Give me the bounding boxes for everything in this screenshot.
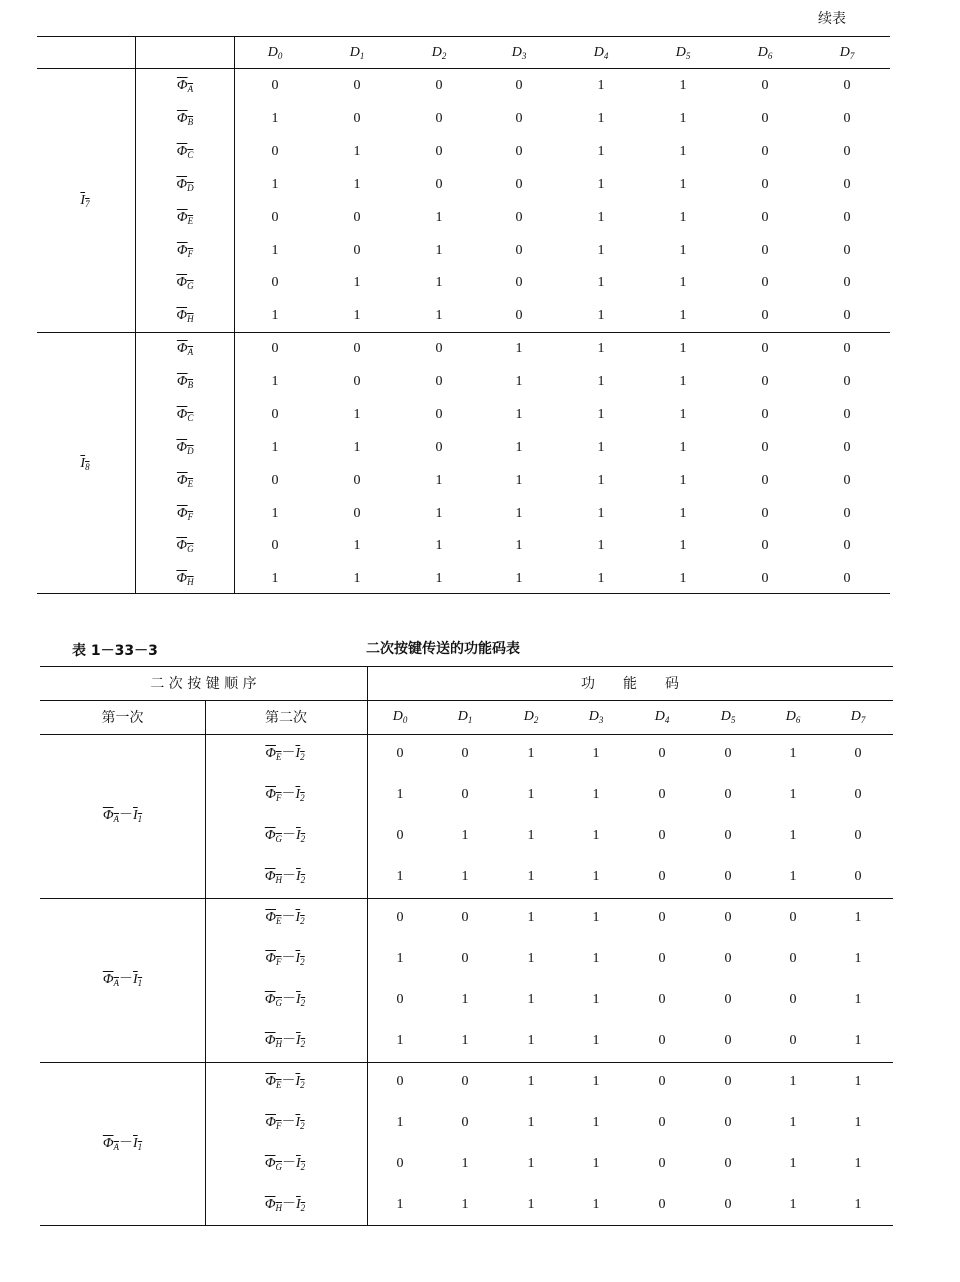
- table2-cell: 0: [396, 992, 404, 1007]
- table1-cell: 0: [515, 78, 523, 93]
- table2-second-key: $\Phi_F-I_2$: [265, 787, 305, 803]
- table2-cell: 1: [396, 787, 404, 802]
- table2-cell: 0: [658, 910, 666, 925]
- table1-cell: 0: [515, 275, 523, 291]
- table2-cell: 1: [789, 828, 797, 843]
- table1-phi-label: $\Phi_A$: [176, 78, 194, 94]
- table2-cell: 1: [789, 1115, 797, 1130]
- table1-cell: 0: [843, 78, 851, 93]
- table1-divider-2: [234, 36, 235, 593]
- table1-cell: 1: [679, 308, 687, 324]
- table2-second-key: $\Phi_G-I_2$: [264, 828, 306, 844]
- table2-cell: 1: [854, 1115, 862, 1130]
- table1-cell: 0: [761, 176, 769, 192]
- table1-phi-label: $\Phi_C$: [176, 406, 194, 423]
- table1-col-header: $D_1$: [349, 45, 365, 61]
- table2-cell: 1: [789, 1074, 797, 1089]
- table2-cell: 1: [527, 1074, 535, 1089]
- table2-cell: 0: [724, 787, 732, 802]
- table1-cell: 1: [597, 406, 605, 422]
- table1-cell: 1: [515, 505, 523, 521]
- table2-cell: 0: [658, 869, 666, 884]
- table2-second-key: $\Phi_F-I_2$: [265, 1115, 305, 1131]
- table1-cell: 1: [435, 538, 443, 554]
- table2-cell: 1: [854, 1074, 862, 1089]
- table1-cell: 1: [597, 505, 605, 521]
- table2-group-rule: [40, 898, 893, 899]
- table2-cell: 1: [461, 992, 469, 1007]
- table2-cell: 0: [461, 910, 469, 925]
- table2-first-key: $\Phi_A-I_1$: [102, 971, 143, 988]
- table1-cell: 0: [761, 439, 769, 455]
- table2-cell: 1: [592, 1074, 600, 1089]
- table2-cell: 1: [854, 1033, 862, 1048]
- table2-cell: 0: [396, 828, 404, 843]
- table2-number: 表 1－33－3: [72, 643, 158, 659]
- table1-cell: 1: [515, 439, 523, 455]
- table1-cell: 1: [597, 373, 605, 389]
- table1-cell: 0: [515, 176, 523, 192]
- table1-cell: 1: [515, 472, 523, 488]
- table1-cell: 0: [761, 406, 769, 422]
- table1-cell: 1: [597, 571, 605, 587]
- table2-first-key: $\Phi_A-I_1$: [102, 807, 143, 824]
- table2-cell: 1: [527, 1033, 535, 1048]
- table2-cell: 0: [396, 910, 404, 925]
- table1-cell: 0: [843, 373, 851, 389]
- table1-group-label: $I_8$: [80, 456, 90, 473]
- table2-cell: 1: [527, 992, 535, 1007]
- table2-second-key: $\Phi_G-I_2$: [264, 992, 306, 1008]
- table1-cell: 1: [435, 209, 443, 225]
- table1-cell: 1: [435, 308, 443, 324]
- table2-cell: 0: [724, 1197, 732, 1212]
- table1-col-header: $D_3$: [511, 45, 527, 61]
- table2-col-header: $D_2$: [523, 709, 539, 725]
- table2-cell: 0: [658, 828, 666, 843]
- table1-cell: 0: [353, 209, 361, 225]
- table2-cell: 1: [592, 1033, 600, 1048]
- table1-phi-label: $\Phi_G$: [176, 538, 194, 555]
- table2-cell: 0: [461, 1074, 469, 1089]
- table2-cell: 1: [592, 910, 600, 925]
- table1-cell: 0: [843, 143, 851, 159]
- table1-cell: 0: [515, 308, 523, 324]
- table2-divider-first: [205, 700, 206, 1226]
- table1-cell: 1: [679, 505, 687, 521]
- table1-cell: 0: [271, 341, 279, 356]
- table1-cell: 1: [271, 571, 279, 587]
- table1-cell: 0: [271, 275, 279, 291]
- table2-cell: 0: [461, 1115, 469, 1130]
- table1-cell: 0: [353, 472, 361, 488]
- table1-phi-label: $\Phi_G$: [176, 275, 194, 292]
- table1-cell: 1: [679, 373, 687, 389]
- table1-cell: 1: [597, 308, 605, 324]
- table2-cell: 1: [396, 1033, 404, 1048]
- table2-cell: 1: [396, 869, 404, 884]
- table2-cell: 0: [724, 869, 732, 884]
- table1-cell: 0: [843, 406, 851, 422]
- table1-cell: 0: [515, 242, 523, 258]
- table1-group-rule: [37, 332, 890, 333]
- table2-cell: 0: [396, 1074, 404, 1089]
- table1-cell: 0: [843, 242, 851, 258]
- table2-cell: 1: [854, 951, 862, 966]
- table2-cell: 0: [724, 746, 732, 761]
- table1-cell: 1: [679, 439, 687, 455]
- table2-cell: 1: [854, 992, 862, 1007]
- table1-cell: 0: [843, 275, 851, 291]
- table2-cell: 1: [592, 828, 600, 843]
- table1-cell: 1: [435, 472, 443, 488]
- table1-cell: 1: [679, 176, 687, 192]
- table1-cell: 1: [597, 209, 605, 225]
- table2-cell: 0: [658, 992, 666, 1007]
- table1-cell: 0: [761, 78, 769, 93]
- table1-phi-label: $\Phi_F$: [176, 505, 194, 522]
- table1-divider-1: [135, 36, 136, 593]
- table1-cell: 1: [679, 571, 687, 587]
- table1-cell: 1: [515, 373, 523, 389]
- table1-cell: 1: [353, 571, 361, 587]
- table1-cell: 1: [597, 538, 605, 554]
- table2-cell: 0: [658, 787, 666, 802]
- table2-cell: 1: [396, 1115, 404, 1130]
- table2-cell: 0: [396, 1156, 404, 1171]
- table2-cell: 0: [724, 1074, 732, 1089]
- table2-divider-main: [367, 666, 368, 1226]
- table2-cell: 0: [724, 1156, 732, 1171]
- table2-cell: 0: [854, 828, 862, 843]
- table1-cell: 0: [761, 110, 769, 126]
- table2-cell: 0: [724, 951, 732, 966]
- table1-cell: 1: [679, 341, 687, 356]
- table2-cell: 1: [527, 1156, 535, 1171]
- table1-cell: 1: [679, 143, 687, 159]
- table1-phi-label: $\Phi_H$: [176, 308, 194, 325]
- table1-col-header: $D_4$: [593, 45, 609, 61]
- table1-cell: 0: [271, 209, 279, 225]
- table1-cell: 0: [843, 110, 851, 126]
- table1-phi-label: $\Phi_D$: [176, 439, 194, 456]
- table1-top-rule: [37, 36, 890, 37]
- table2-cell: 1: [854, 1156, 862, 1171]
- table2-second-key: $\Phi_H-I_2$: [264, 1197, 306, 1213]
- table1-cell: 1: [679, 472, 687, 488]
- continued-label: 续表: [818, 11, 846, 27]
- table1-cell: 1: [271, 110, 279, 126]
- table2-second-key: $\Phi_H-I_2$: [264, 1033, 306, 1049]
- table1-bottom-rule: [37, 593, 890, 594]
- table2-cell: 0: [724, 828, 732, 843]
- table1-phi-label: $\Phi_C$: [176, 143, 194, 160]
- table2-cell: 0: [396, 746, 404, 761]
- table2-cell: 0: [658, 1156, 666, 1171]
- table1-col-header: $D_7$: [839, 45, 855, 61]
- table1-cell: 1: [597, 472, 605, 488]
- table2-cell: 1: [592, 869, 600, 884]
- table2-col-header: $D_6$: [785, 709, 801, 725]
- table1-cell: 1: [271, 308, 279, 324]
- table2-second-key: $\Phi_G-I_2$: [264, 1156, 306, 1172]
- table1-cell: 0: [353, 78, 361, 93]
- table1-group-label: $I_7$: [80, 193, 90, 210]
- table1-cell: 0: [843, 472, 851, 488]
- table1-cell: 1: [679, 538, 687, 554]
- table1-cell: 0: [435, 78, 443, 93]
- table2-cell: 1: [527, 869, 535, 884]
- table1-cell: 0: [843, 341, 851, 356]
- table1-col-header: $D_2$: [431, 45, 447, 61]
- table1-phi-label: $\Phi_D$: [176, 176, 194, 193]
- table2-cell: 1: [789, 1156, 797, 1171]
- table2-cell: 1: [789, 787, 797, 802]
- table2-cell: 1: [396, 951, 404, 966]
- table2-cell: 1: [527, 951, 535, 966]
- table1-cell: 0: [353, 373, 361, 389]
- table1-cell: 1: [271, 242, 279, 258]
- table2-col-first: 第一次: [101, 710, 144, 726]
- table1-phi-label: $\Phi_E$: [176, 209, 194, 226]
- table2-col-header: $D_5$: [720, 709, 736, 725]
- table2-cell: 1: [527, 746, 535, 761]
- table1-cell: 0: [271, 78, 279, 93]
- table1-cell: 1: [679, 406, 687, 422]
- table2-cell: 0: [724, 1033, 732, 1048]
- table1-cell: 0: [843, 505, 851, 521]
- table2-cell: 0: [461, 787, 469, 802]
- table1-cell: 1: [435, 275, 443, 291]
- table1-cell: 1: [679, 209, 687, 225]
- table2-cell: 1: [789, 746, 797, 761]
- table1-cell: 1: [597, 78, 605, 93]
- table1-cell: 0: [761, 242, 769, 258]
- table1-cell: 1: [435, 505, 443, 521]
- table1-cell: 0: [761, 472, 769, 488]
- table2-cell: 0: [724, 992, 732, 1007]
- table2-cell: 1: [854, 1197, 862, 1212]
- table1-cell: 1: [271, 505, 279, 521]
- table1-cell: 0: [843, 176, 851, 192]
- table1-cell: 1: [597, 439, 605, 455]
- table1-cell: 1: [353, 176, 361, 192]
- table2-first-key: $\Phi_A-I_1$: [102, 1135, 143, 1152]
- table1-col-header: $D_0$: [267, 45, 283, 61]
- table1-cell: 0: [435, 373, 443, 389]
- table2-cell: 0: [789, 1033, 797, 1048]
- table2-cell: 1: [592, 1115, 600, 1130]
- table2-cell: 1: [592, 1197, 600, 1212]
- table2-cell: 1: [461, 1156, 469, 1171]
- table1-phi-label: $\Phi_H$: [176, 571, 194, 588]
- table2-cell: 1: [789, 1197, 797, 1212]
- table1-cell: 0: [271, 472, 279, 488]
- table2-cell: 1: [461, 1197, 469, 1212]
- table2-cell: 0: [658, 1115, 666, 1130]
- table2-second-key: $\Phi_E-I_2$: [265, 1074, 305, 1090]
- table2-col-header: $D_0$: [392, 709, 408, 725]
- table1-cell: 0: [271, 406, 279, 422]
- table1-cell: 0: [515, 209, 523, 225]
- table2-header-rule: [40, 734, 893, 735]
- table1-cell: 0: [761, 373, 769, 389]
- table1-cell: 0: [435, 110, 443, 126]
- table2-second-key: $\Phi_E-I_2$: [265, 910, 305, 926]
- table2-header-mid-rule: [40, 700, 893, 701]
- table2-cell: 0: [658, 951, 666, 966]
- table2-col-header: $D_4$: [654, 709, 670, 725]
- table2-cell: 1: [461, 828, 469, 843]
- table1-cell: 1: [271, 176, 279, 192]
- table2-cell: 1: [461, 1033, 469, 1048]
- table2-cell: 0: [461, 951, 469, 966]
- table2-cell: 0: [789, 951, 797, 966]
- table1-cell: 1: [515, 341, 523, 356]
- table1-cell: 0: [843, 439, 851, 455]
- table2-cell: 1: [527, 787, 535, 802]
- table1-cell: 1: [515, 538, 523, 554]
- table2-cell: 1: [527, 1115, 535, 1130]
- table1-cell: 0: [435, 176, 443, 192]
- table2-second-key: $\Phi_F-I_2$: [265, 951, 305, 967]
- table1-cell: 0: [843, 571, 851, 587]
- table2-cell: 1: [592, 746, 600, 761]
- table1-cell: 0: [435, 406, 443, 422]
- table2-second-key: $\Phi_E-I_2$: [265, 746, 305, 762]
- table1-col-header: $D_6$: [757, 45, 773, 61]
- table2-second-key: $\Phi_H-I_2$: [264, 869, 306, 885]
- table2-cell: 1: [854, 910, 862, 925]
- table2-cell: 0: [461, 746, 469, 761]
- table1-cell: 0: [515, 143, 523, 159]
- table2-cell: 1: [789, 869, 797, 884]
- table1-cell: 1: [435, 571, 443, 587]
- table2-col-header: $D_1$: [457, 709, 473, 725]
- table2-group-rule: [40, 1062, 893, 1063]
- table1-cell: 0: [353, 341, 361, 356]
- table2-cell: 1: [592, 951, 600, 966]
- table1-cell: 1: [679, 78, 687, 93]
- table2-cell: 1: [527, 828, 535, 843]
- table1-cell: 0: [515, 110, 523, 126]
- table1-cell: 0: [761, 209, 769, 225]
- table1-cell: 0: [761, 341, 769, 356]
- table2-cell: 0: [658, 1033, 666, 1048]
- table2-cell: 0: [724, 910, 732, 925]
- table1-cell: 1: [679, 275, 687, 291]
- table2-header-left: 二 次 按 键 顺 序: [150, 676, 257, 692]
- table1-cell: 1: [597, 275, 605, 291]
- table1-cell: 0: [761, 275, 769, 291]
- table1-phi-label: $\Phi_F$: [176, 242, 194, 259]
- table1-cell: 1: [679, 110, 687, 126]
- table1-cell: 0: [843, 209, 851, 225]
- table1-header-rule: [37, 68, 890, 69]
- table2-cell: 0: [658, 1074, 666, 1089]
- table2-header-right: 功 能 码: [581, 676, 679, 692]
- table2-title: 二次按键传送的功能码表: [366, 641, 520, 657]
- table2-col-header: $D_7$: [850, 709, 866, 725]
- table1-cell: 0: [761, 308, 769, 324]
- table1-cell: 0: [353, 242, 361, 258]
- table2-col-second: 第二次: [265, 710, 307, 726]
- table1-cell: 1: [515, 571, 523, 587]
- table1-cell: 0: [353, 505, 361, 521]
- table1-cell: 1: [353, 275, 361, 291]
- table1-cell: 1: [597, 110, 605, 126]
- table2-cell: 1: [527, 1197, 535, 1212]
- table1-cell: 0: [761, 143, 769, 159]
- table1-cell: 0: [435, 439, 443, 455]
- table2-cell: 0: [789, 992, 797, 1007]
- table2-cell: 1: [592, 992, 600, 1007]
- table1-cell: 0: [761, 505, 769, 521]
- table1-cell: 1: [597, 176, 605, 192]
- table2-top-rule: [40, 666, 893, 667]
- table2-cell: 1: [527, 910, 535, 925]
- table1-col-header: $D_5$: [675, 45, 691, 61]
- table2-cell: 0: [658, 1197, 666, 1212]
- table2-cell: 0: [789, 910, 797, 925]
- table1-phi-label: $\Phi_A$: [176, 341, 194, 357]
- table1-cell: 0: [271, 538, 279, 554]
- table1-cell: 0: [761, 571, 769, 587]
- table1-cell: 1: [597, 242, 605, 258]
- table1-cell: 1: [353, 406, 361, 422]
- table1-cell: 0: [843, 538, 851, 554]
- table1-cell: 0: [353, 110, 361, 126]
- table1-cell: 0: [435, 341, 443, 356]
- table1-phi-label: $\Phi_B$: [176, 110, 194, 127]
- table2-cell: 0: [724, 1115, 732, 1130]
- table2-cell: 1: [592, 787, 600, 802]
- table2-cell: 0: [658, 746, 666, 761]
- table1-phi-label: $\Phi_E$: [176, 472, 194, 489]
- table1-cell: 1: [353, 308, 361, 324]
- table1-cell: 1: [353, 439, 361, 455]
- table2-cell: 1: [396, 1197, 404, 1212]
- table1-cell: 0: [435, 143, 443, 159]
- table2-cell: 1: [461, 869, 469, 884]
- table1-cell: 0: [843, 308, 851, 324]
- table1-cell: 0: [761, 538, 769, 554]
- table1-cell: 1: [271, 373, 279, 389]
- table1-cell: 1: [597, 341, 605, 356]
- table1-cell: 1: [679, 242, 687, 258]
- table1-cell: 1: [515, 406, 523, 422]
- table1-phi-label: $\Phi_B$: [176, 373, 194, 390]
- table2-cell: 0: [854, 787, 862, 802]
- table2-bottom-rule: [40, 1225, 893, 1226]
- table1-cell: 1: [435, 242, 443, 258]
- table2-cell: 0: [854, 869, 862, 884]
- table1-cell: 1: [597, 143, 605, 159]
- table2-col-header: $D_3$: [588, 709, 604, 725]
- table1-cell: 1: [271, 439, 279, 455]
- table2-cell: 1: [592, 1156, 600, 1171]
- table1-cell: 1: [353, 143, 361, 159]
- table1-cell: 1: [353, 538, 361, 554]
- table2-cell: 0: [854, 746, 862, 761]
- table1-cell: 0: [271, 143, 279, 159]
